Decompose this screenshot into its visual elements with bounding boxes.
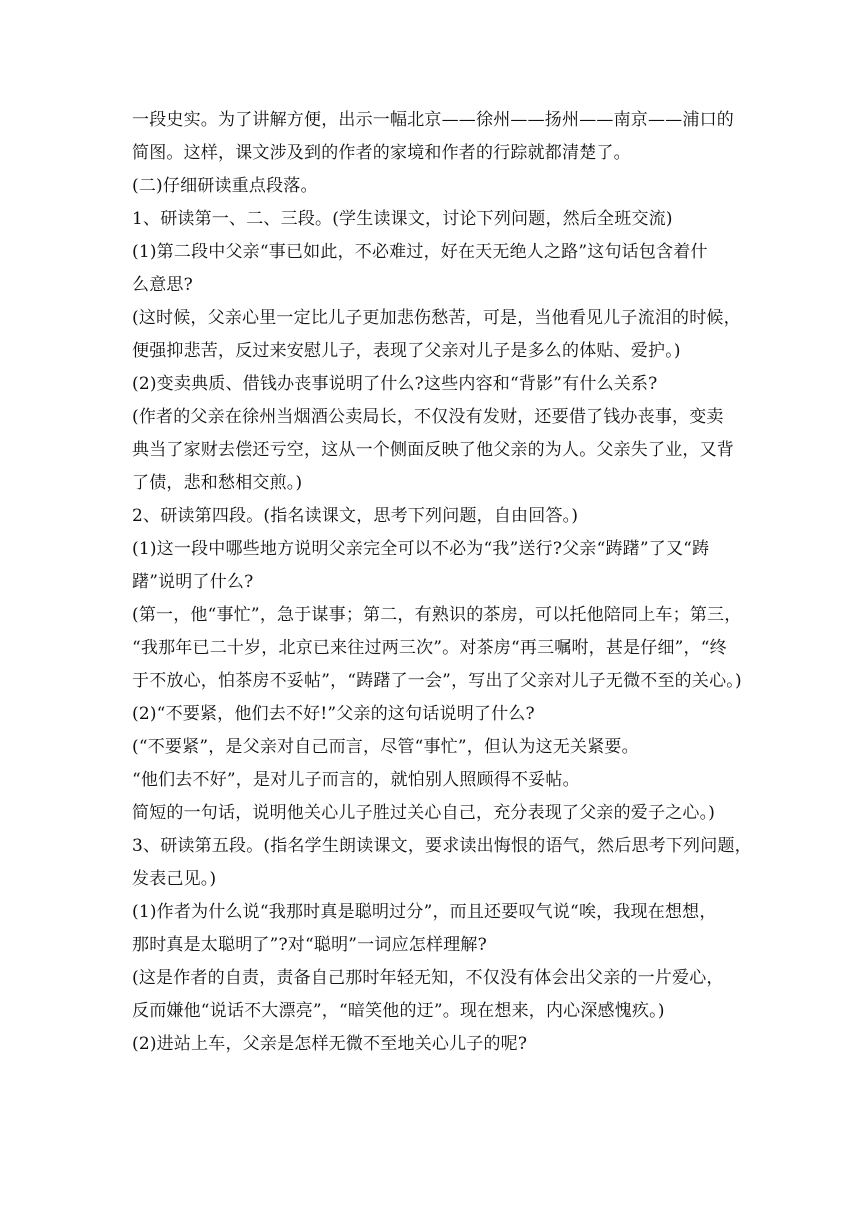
question-line: (2)变卖典质、借钱办丧事说明了什么?这些内容和“背影”有什么关系? bbox=[132, 374, 658, 394]
document-body bbox=[132, 104, 752, 1061]
answer-line: (作者的父亲在徐州当烟酒公卖局长，不仅没有发财，还要借了钱办丧事，变卖 bbox=[132, 407, 724, 427]
question-line: (1)作者为什么说“我那时真是聪明过分”，而且还要叹气说“唉，我现在想想， bbox=[132, 902, 717, 922]
answer-line: “他们去不好”，是对儿子而言的，就怕别人照顾得不妥帖。 bbox=[132, 770, 580, 790]
section-heading: (二)仔细研读重点段落。 bbox=[132, 176, 318, 196]
question-line: (1)这一段中哪些地方说明父亲完全可以不必为“我”送行?父亲“踌躇”了又“踌 bbox=[132, 539, 710, 559]
question-line: 么意思? bbox=[132, 275, 193, 295]
answer-line: 便强抑悲苦，反过来安慰儿子，表现了父亲对儿子是多么的体贴、爱护。) bbox=[132, 341, 681, 361]
answer-line: (第一，他“事忙”，急于谋事；第二，有熟识的茶房，可以托他陪同上车；第三， bbox=[132, 605, 742, 625]
answer-line: 了债，悲和愁相交煎。) bbox=[132, 473, 303, 493]
text-line: 3、研读第五段。(指名学生朗读课文，要求读出悔恨的语气，然后思考下列问题， bbox=[132, 836, 752, 856]
question-line: 躇”说明了什么? bbox=[132, 572, 254, 592]
answer-line: (这是作者的自责，责备自己那时年轻无知，不仅没有体会出父亲的一片爱心， bbox=[132, 968, 724, 988]
question-line: (2)“不要紧，他们去不好!”父亲的这句话说明了什么? bbox=[132, 704, 535, 724]
text-line: 简图。这样，课文涉及到的作者的家境和作者的行踪就都清楚了。 bbox=[132, 143, 631, 163]
answer-line: “我那年已二十岁，北京已来往过两三次”。对茶房“再三嘱咐，甚是仔细”，“终 bbox=[132, 638, 727, 658]
text-line: 1、研读第一、二、三段。(学生读课文，讨论下列问题，然后全班交流) bbox=[132, 209, 673, 229]
question-line: 那时真是太聪明了”?对“聪明”一词应怎样理解? bbox=[132, 935, 487, 955]
question-line: (1)第二段中父亲“事已如此，不必难过，好在天无绝人之路”这句话包含着什 bbox=[132, 242, 708, 262]
answer-line: 简短的一句话，说明他关心儿子胜过关心自己，充分表现了父亲的爱子之心。) bbox=[132, 803, 716, 823]
answer-line: (“不要紧”，是父亲对自己而言，尽管“事忙”，但认为这无关紧要。 bbox=[132, 737, 639, 757]
answer-line: 典当了家财去偿还亏空，这从一个侧面反映了他父亲的为人。父亲失了业，又背 bbox=[132, 440, 734, 460]
answer-line: 于不放心，怕茶房不妥帖”，“踌躇了一会”，写出了父亲对儿子无微不至的关心。) bbox=[132, 671, 742, 691]
answer-line: (这时候，父亲心里一定比儿子更加悲伤愁苦，可是，当他看见儿子流泪的时候， bbox=[132, 308, 741, 328]
text-line: 一段史实。为了讲解方便，出示一幅北京——徐州——扬州——南京——浦口的 bbox=[132, 110, 734, 130]
question-line: (2)进站上车，父亲是怎样无微不至地关心儿子的呢? bbox=[132, 1034, 528, 1054]
text-line: 2、研读第四段。(指名读课文，思考下列问题，自由回答。) bbox=[132, 506, 579, 526]
text-line: 发表己见。) bbox=[132, 869, 217, 889]
answer-line: 反而嫌他“说话不大漂亮”，“暗笑他的迂”。现在想来，内心深感愧疚。) bbox=[132, 1001, 665, 1021]
